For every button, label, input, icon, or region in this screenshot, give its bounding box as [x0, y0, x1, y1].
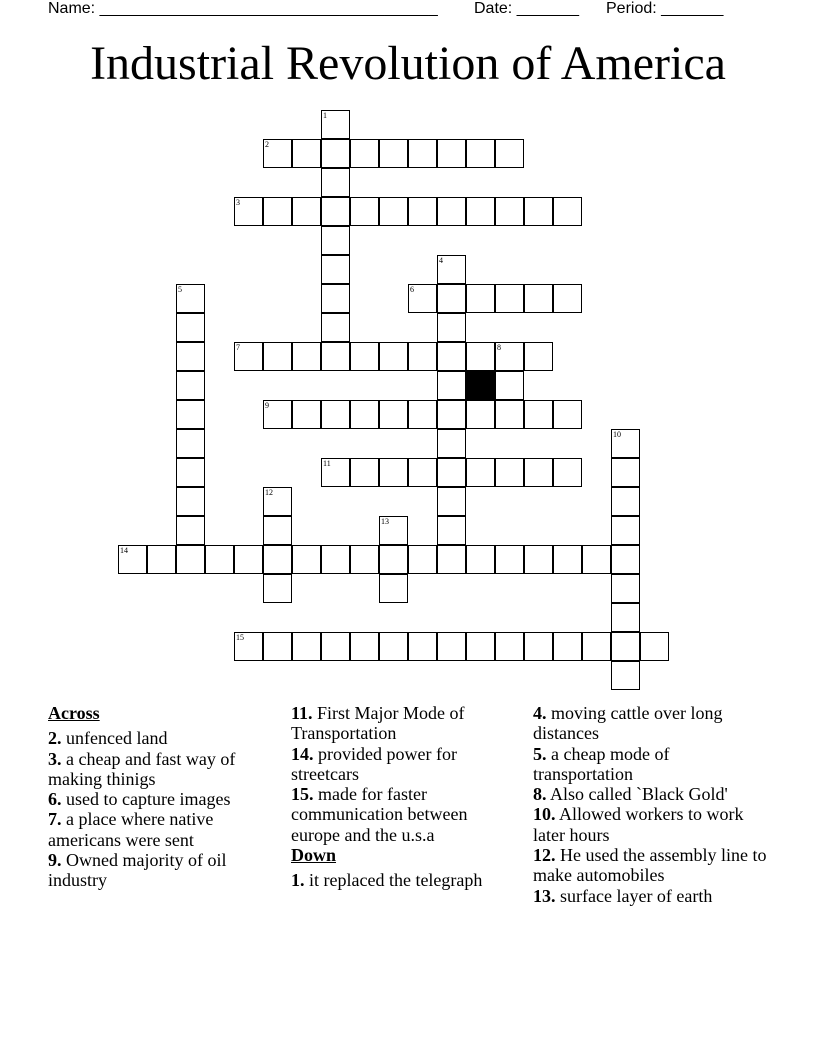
grid-cell[interactable]	[408, 632, 437, 661]
grid-cell[interactable]	[263, 197, 292, 226]
grid-cell[interactable]	[292, 545, 321, 574]
grid-cell[interactable]	[379, 632, 408, 661]
grid-cell[interactable]	[263, 342, 292, 371]
grid-cell[interactable]	[263, 574, 292, 603]
grid-cell[interactable]	[524, 284, 553, 313]
grid-cell[interactable]	[263, 400, 292, 429]
grid-cell[interactable]	[437, 284, 466, 313]
grid-cell[interactable]	[466, 458, 495, 487]
grid-cell[interactable]	[582, 545, 611, 574]
grid-cell[interactable]	[176, 400, 205, 429]
grid-cell[interactable]	[437, 458, 466, 487]
grid-cell[interactable]	[234, 632, 263, 661]
grid-cell[interactable]	[408, 284, 437, 313]
grid-cell[interactable]	[524, 400, 553, 429]
clue-across-6: 6. used to capture images	[48, 789, 231, 810]
grid-cell[interactable]	[495, 400, 524, 429]
name-field-label[interactable]: Name: ______________________________________	[48, 0, 438, 17]
grid-cell[interactable]	[408, 342, 437, 371]
grid-cell[interactable]	[495, 284, 524, 313]
grid-cell[interactable]	[263, 139, 292, 168]
grid-cell[interactable]	[321, 168, 350, 197]
grid-cell[interactable]	[437, 429, 466, 458]
clue-down-1: 1. it replaced the telegraph	[291, 870, 483, 891]
grid-cell[interactable]	[263, 487, 292, 516]
grid-cell[interactable]	[321, 400, 350, 429]
grid-cell[interactable]	[176, 371, 205, 400]
grid-cell[interactable]	[379, 545, 408, 574]
grid-cell[interactable]	[176, 313, 205, 342]
grid-cell[interactable]	[611, 458, 640, 487]
clue-across-7: 7. a place where native americans were sent	[48, 809, 214, 850]
grid-cell[interactable]	[379, 574, 408, 603]
grid-cell[interactable]	[408, 197, 437, 226]
grid-cell[interactable]	[495, 458, 524, 487]
grid-cell[interactable]	[379, 516, 408, 545]
grid-cell[interactable]	[611, 429, 640, 458]
grid-cell[interactable]	[582, 632, 611, 661]
blocked-cell	[466, 371, 495, 400]
grid-cell[interactable]	[611, 545, 640, 574]
grid-cell[interactable]	[495, 632, 524, 661]
clue-down-8: 8. Also called `Black Gold'	[533, 784, 728, 805]
grid-cell[interactable]	[495, 545, 524, 574]
grid-cell[interactable]	[408, 545, 437, 574]
grid-cell[interactable]	[379, 139, 408, 168]
grid-cell[interactable]	[437, 255, 466, 284]
grid-cell[interactable]	[495, 197, 524, 226]
cell-number: 5	[178, 285, 182, 294]
grid-cell[interactable]	[466, 342, 495, 371]
grid-cell[interactable]	[321, 110, 350, 139]
grid-cell[interactable]	[524, 342, 553, 371]
grid-cell[interactable]	[321, 255, 350, 284]
grid-cell[interactable]	[292, 400, 321, 429]
grid-cell[interactable]	[350, 458, 379, 487]
cell-number: 14	[120, 546, 128, 555]
grid-cell[interactable]	[524, 632, 553, 661]
cell-number: 7	[236, 343, 240, 352]
grid-cell[interactable]	[350, 632, 379, 661]
grid-cell[interactable]	[611, 487, 640, 516]
clue-across-14: 14. provided power for streetcars	[291, 743, 457, 784]
grid-cell[interactable]	[292, 197, 321, 226]
grid-cell[interactable]	[292, 632, 321, 661]
grid-cell[interactable]	[408, 458, 437, 487]
grid-cell[interactable]	[350, 342, 379, 371]
clue-down-13: 13. surface layer of earth	[533, 885, 713, 906]
grid-cell[interactable]	[437, 400, 466, 429]
grid-cell[interactable]	[379, 342, 408, 371]
grid-cell[interactable]	[176, 284, 205, 313]
grid-cell[interactable]	[321, 313, 350, 342]
grid-cell[interactable]	[350, 400, 379, 429]
grid-cell[interactable]	[321, 632, 350, 661]
cell-number: 15	[236, 633, 244, 642]
cell-number: 2	[265, 140, 269, 149]
grid-cell[interactable]	[466, 284, 495, 313]
grid-cell[interactable]	[611, 574, 640, 603]
grid-cell[interactable]	[437, 313, 466, 342]
cell-number: 3	[236, 198, 240, 207]
cell-number: 10	[613, 430, 621, 439]
date-field-label[interactable]: Date: _______	[474, 0, 579, 17]
grid-cell[interactable]	[292, 139, 321, 168]
grid-cell[interactable]	[553, 545, 582, 574]
grid-cell[interactable]	[466, 139, 495, 168]
cell-number: 4	[439, 256, 443, 265]
clue-down-4: 4. moving cattle over long distances	[533, 703, 723, 744]
grid-cell[interactable]	[263, 545, 292, 574]
grid-cell[interactable]	[524, 197, 553, 226]
cell-number: 6	[410, 285, 414, 294]
grid-cell[interactable]	[350, 197, 379, 226]
grid-cell[interactable]	[176, 487, 205, 516]
cell-number: 1	[323, 111, 327, 120]
grid-cell[interactable]	[234, 545, 263, 574]
grid-cell[interactable]	[263, 516, 292, 545]
grid-cell[interactable]	[466, 400, 495, 429]
grid-cell[interactable]	[611, 603, 640, 632]
grid-cell[interactable]	[379, 400, 408, 429]
grid-cell[interactable]	[118, 545, 147, 574]
grid-cell[interactable]	[437, 632, 466, 661]
grid-cell[interactable]	[321, 545, 350, 574]
grid-cell[interactable]	[437, 342, 466, 371]
clues-column-3	[533, 703, 768, 906]
grid-cell[interactable]	[553, 458, 582, 487]
cell-number: 13	[381, 517, 389, 526]
grid-cell[interactable]	[350, 139, 379, 168]
grid-cell[interactable]	[321, 458, 350, 487]
down-heading: Down	[291, 845, 337, 866]
grid-cell[interactable]	[176, 545, 205, 574]
grid-cell[interactable]	[176, 342, 205, 371]
page-title: Industrial Revolution of America	[90, 37, 726, 90]
grid-cell[interactable]	[176, 429, 205, 458]
grid-cell[interactable]	[292, 342, 321, 371]
grid-cell[interactable]	[176, 516, 205, 545]
cell-number: 8	[497, 343, 501, 352]
grid-cell[interactable]	[611, 632, 640, 661]
grid-cell[interactable]	[553, 400, 582, 429]
grid-cell[interactable]	[176, 458, 205, 487]
grid-cell[interactable]	[321, 139, 350, 168]
grid-cell[interactable]	[640, 632, 669, 661]
grid-cell[interactable]	[321, 226, 350, 255]
grid-cell[interactable]	[495, 342, 524, 371]
grid-cell[interactable]	[321, 342, 350, 371]
grid-cell[interactable]	[524, 545, 553, 574]
grid-cell[interactable]	[263, 632, 292, 661]
grid-cell[interactable]	[321, 284, 350, 313]
clue-across-2: 2. unfenced land	[48, 728, 168, 749]
grid-cell[interactable]	[437, 545, 466, 574]
grid-cell[interactable]	[321, 197, 350, 226]
grid-cell[interactable]	[234, 342, 263, 371]
grid-cell[interactable]	[495, 139, 524, 168]
grid-cell[interactable]	[379, 197, 408, 226]
grid-cell[interactable]	[379, 458, 408, 487]
clue-across-11: 11. First Major Mode of Transportation	[291, 703, 465, 744]
grid-cell[interactable]	[350, 545, 379, 574]
grid-cell[interactable]	[437, 139, 466, 168]
clue-across-3: 3. a cheap and fast way of making thinigs	[48, 748, 236, 789]
grid-cell[interactable]	[553, 284, 582, 313]
grid-cell[interactable]	[611, 516, 640, 545]
clues-column-2	[291, 703, 516, 891]
clue-down-12: 12. He used the assembly line to make automobiles	[533, 845, 767, 886]
grid-cell[interactable]	[553, 632, 582, 661]
grid-cell[interactable]	[205, 545, 234, 574]
grid-cell[interactable]	[437, 197, 466, 226]
clue-across-15: 15. made for faster communication between europe and the u.s.a	[291, 784, 468, 845]
clues-column-1	[48, 703, 273, 891]
cell-number: 11	[323, 459, 331, 468]
clue-down-5: 5. a cheap mode of transportation	[533, 743, 670, 784]
period-field-label[interactable]: Period: _______	[606, 0, 724, 17]
grid-cell[interactable]	[408, 139, 437, 168]
grid-cell[interactable]	[611, 661, 640, 690]
clue-down-10: 10. Allowed workers to work later hours	[533, 804, 744, 845]
grid-cell[interactable]	[466, 197, 495, 226]
grid-cell[interactable]	[466, 632, 495, 661]
grid-cell[interactable]	[408, 400, 437, 429]
grid-cell[interactable]	[466, 545, 495, 574]
grid-cell[interactable]	[437, 516, 466, 545]
cell-number: 12	[265, 488, 273, 497]
clue-across-9: 9. Owned majority of oil industry	[48, 850, 227, 891]
cell-number: 9	[265, 401, 269, 410]
grid-cell[interactable]	[147, 545, 176, 574]
grid-cell[interactable]	[234, 197, 263, 226]
grid-cell[interactable]	[553, 197, 582, 226]
grid-cell[interactable]	[437, 487, 466, 516]
grid-cell[interactable]	[524, 458, 553, 487]
across-heading: Across	[48, 703, 100, 723]
grid-cell[interactable]	[437, 371, 466, 400]
grid-cell[interactable]	[495, 371, 524, 400]
